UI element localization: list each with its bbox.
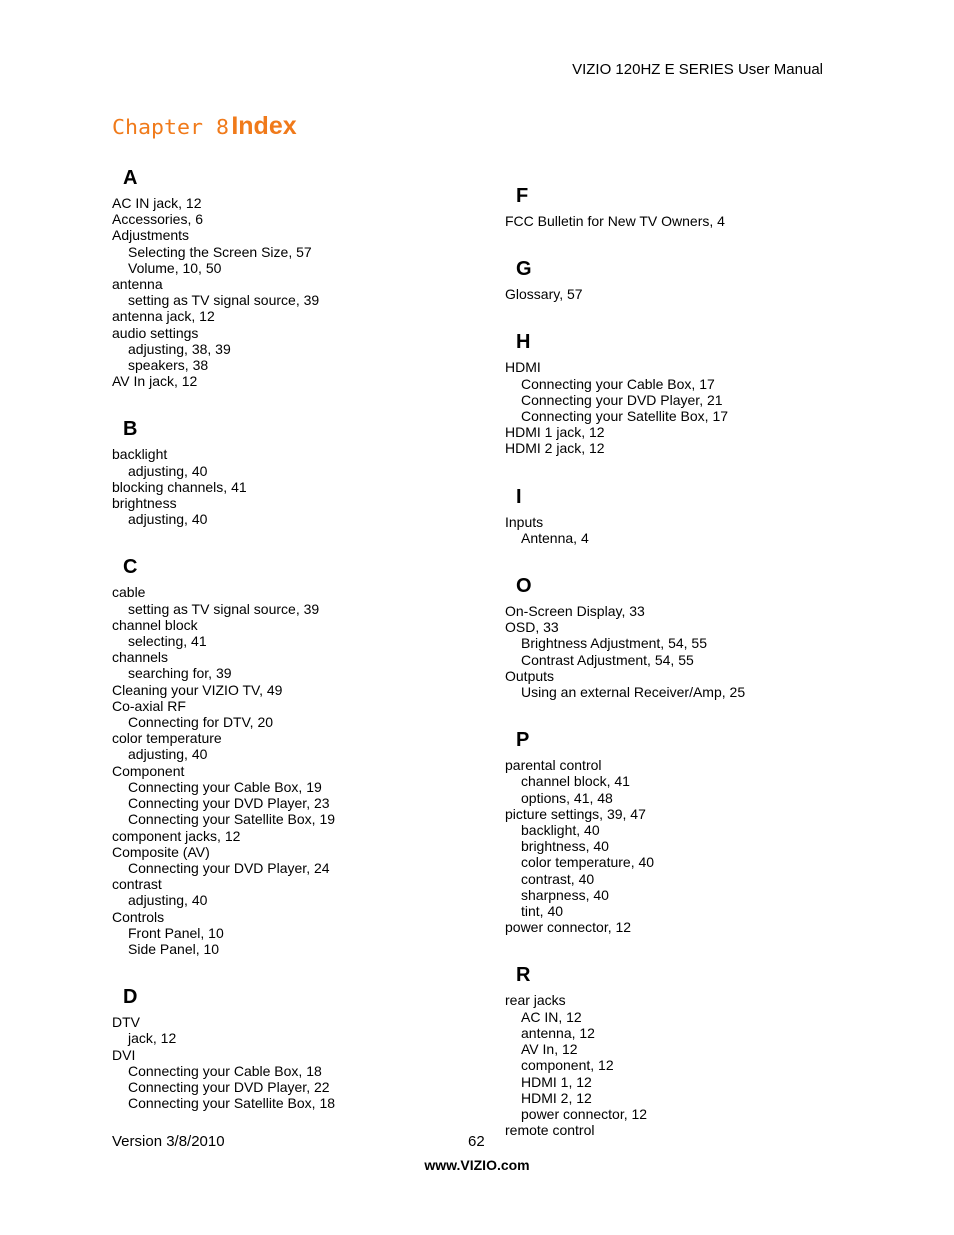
section-letter: B bbox=[123, 418, 138, 441]
index-subentry: Connecting your Cable Box, 18 bbox=[128, 1062, 322, 1079]
index-entry: DTV bbox=[112, 1014, 140, 1031]
index-subentry: color temperature, 40 bbox=[521, 854, 655, 871]
index-subentry: Connecting your DVD Player, 21 bbox=[521, 391, 723, 408]
index-entry: Controls bbox=[112, 908, 165, 925]
index-subentry: Connecting your Satellite Box, 19 bbox=[128, 811, 336, 828]
index-subentry: Connecting your DVD Player, 24 bbox=[128, 859, 330, 876]
index-section-d bbox=[112, 984, 492, 1111]
index-entry: Cleaning your VIZIO TV, 49 bbox=[112, 681, 283, 698]
index-entry: On-Screen Display, 33 bbox=[505, 603, 645, 620]
index-section-b bbox=[112, 416, 492, 527]
index-subentry: tint, 40 bbox=[521, 903, 564, 920]
index-entry: Glossary, 57 bbox=[505, 286, 583, 303]
index-section-i bbox=[505, 484, 885, 546]
section-letter: A bbox=[123, 167, 138, 189]
index-subentry: adjusting, 40 bbox=[128, 511, 208, 528]
index-subentry: adjusting, 40 bbox=[128, 462, 208, 479]
index-subentry: antenna, 12 bbox=[521, 1024, 595, 1041]
index-entry: Outputs bbox=[505, 667, 555, 684]
manual-title: VIZIO 120HZ E SERIES User Manual bbox=[572, 61, 823, 78]
index-column-right bbox=[505, 183, 885, 1138]
index-entry: rear jacks bbox=[505, 992, 566, 1009]
section-letter: R bbox=[516, 964, 531, 987]
index-section-f bbox=[505, 183, 885, 229]
index-subentry: brightness, 40 bbox=[521, 838, 609, 855]
index-subentry: Contrast Adjustment, 54, 55 bbox=[521, 651, 694, 668]
index-subentry: setting as TV signal source, 39 bbox=[128, 292, 320, 309]
index-entry: channel block bbox=[112, 616, 198, 633]
chapter-title: Index bbox=[231, 112, 297, 140]
section-letter: H bbox=[516, 331, 531, 354]
index-column-left bbox=[112, 165, 492, 1111]
index-subentry: Side Panel, 10 bbox=[128, 940, 220, 957]
footer-version: Version 3/8/2010 bbox=[112, 1133, 225, 1150]
index-entry: HDMI 1 jack, 12 bbox=[505, 424, 605, 441]
index-subentry: backlight, 40 bbox=[521, 822, 600, 839]
index-subentry: contrast, 40 bbox=[521, 870, 595, 887]
index-subentry: component, 12 bbox=[521, 1057, 614, 1074]
index-subentry: HDMI 2, 12 bbox=[521, 1089, 592, 1106]
index-subentry: speakers, 38 bbox=[128, 357, 209, 374]
index-section-p bbox=[505, 727, 885, 935]
index-entry: cable bbox=[112, 584, 146, 601]
section-letter: C bbox=[123, 556, 138, 579]
index-entry: Inputs bbox=[505, 513, 544, 530]
section-letter: D bbox=[123, 986, 138, 1009]
index-entry: blocking channels, 41 bbox=[112, 478, 247, 495]
index-section-h bbox=[505, 329, 885, 456]
index-subentry: HDMI 1, 12 bbox=[521, 1073, 592, 1090]
index-entry: component jacks, 12 bbox=[112, 827, 241, 844]
index-subentry: setting as TV signal source, 39 bbox=[128, 600, 320, 617]
footer-url: www.VIZIO.com bbox=[424, 1157, 530, 1173]
index-entry: power connector, 12 bbox=[505, 919, 632, 936]
index-section-o bbox=[505, 573, 885, 700]
index-subentry: power connector, 12 bbox=[521, 1105, 648, 1122]
index-section-r bbox=[505, 962, 885, 1138]
index-subentry: Connecting your Cable Box, 17 bbox=[521, 375, 715, 392]
index-subentry: Connecting your Cable Box, 19 bbox=[128, 778, 322, 795]
chapter-label: Chapter 8 bbox=[112, 115, 230, 139]
index-subentry: Connecting your DVD Player, 22 bbox=[128, 1078, 330, 1095]
index-entry: contrast bbox=[112, 876, 162, 893]
chapter-heading bbox=[112, 110, 297, 143]
index-subentry: adjusting, 38, 39 bbox=[128, 340, 231, 357]
index-subentry: Antenna, 4 bbox=[521, 529, 589, 546]
index-entry: color temperature bbox=[112, 730, 222, 747]
index-subentry: Connecting your DVD Player, 23 bbox=[128, 795, 330, 812]
index-subentry: Connecting for DTV, 20 bbox=[128, 714, 274, 731]
section-letter: G bbox=[516, 258, 532, 281]
index-subentry: Connecting your Satellite Box, 17 bbox=[521, 408, 729, 425]
section-letter: P bbox=[516, 729, 530, 752]
index-subentry: Brightness Adjustment, 54, 55 bbox=[521, 635, 707, 652]
index-subentry: channel block, 41 bbox=[521, 773, 630, 790]
index-section-c bbox=[112, 554, 492, 957]
index-entry: Accessories, 6 bbox=[112, 211, 204, 228]
index-entry: Co-axial RF bbox=[112, 697, 186, 714]
index-entry: audio settings bbox=[112, 324, 199, 341]
index-entry: brightness bbox=[112, 495, 177, 512]
index-entry: backlight bbox=[112, 446, 168, 463]
index-entry: HDMI bbox=[505, 359, 541, 376]
index-subentry: options, 41, 48 bbox=[521, 789, 613, 806]
index-entry: channels bbox=[112, 649, 169, 666]
index-subentry: AV In, 12 bbox=[521, 1041, 578, 1058]
index-entry: Adjustments bbox=[112, 227, 190, 244]
index-subentry: AC IN, 12 bbox=[521, 1008, 582, 1025]
index-entry: Composite (AV) bbox=[112, 843, 210, 860]
index-section-g bbox=[505, 256, 885, 302]
index-subentry: selecting, 41 bbox=[128, 633, 207, 650]
index-entry: AV In jack, 12 bbox=[112, 373, 198, 390]
section-letter: O bbox=[516, 575, 532, 598]
index-entry: antenna jack, 12 bbox=[112, 308, 215, 325]
index-subentry: searching for, 39 bbox=[128, 665, 232, 682]
index-subentry: adjusting, 40 bbox=[128, 746, 208, 763]
index-entry: antenna bbox=[112, 276, 163, 293]
index-entry: HDMI 2 jack, 12 bbox=[505, 440, 605, 457]
index-entry: parental control bbox=[505, 757, 602, 774]
index-subentry: adjusting, 40 bbox=[128, 892, 208, 909]
index-subentry: Selecting the Screen Size, 57 bbox=[128, 243, 312, 260]
index-subentry: Volume, 10, 50 bbox=[128, 259, 222, 276]
index-entry: OSD, 33 bbox=[505, 619, 559, 636]
index-entry: DVI bbox=[112, 1046, 136, 1063]
section-letter: F bbox=[516, 185, 529, 207]
index-subentry: Front Panel, 10 bbox=[128, 924, 224, 941]
index-entry: FCC Bulletin for New TV Owners, 4 bbox=[505, 213, 725, 229]
index-entry: AC IN jack, 12 bbox=[112, 195, 202, 211]
index-subentry: jack, 12 bbox=[128, 1030, 177, 1047]
index-subentry: Connecting your Satellite Box, 18 bbox=[128, 1095, 336, 1112]
index-entry: Component bbox=[112, 762, 185, 779]
section-letter: I bbox=[516, 485, 522, 508]
index-subentry: Using an external Receiver/Amp, 25 bbox=[521, 684, 746, 701]
index-entry: picture settings, 39, 47 bbox=[505, 805, 646, 822]
index-subentry: sharpness, 40 bbox=[521, 886, 609, 903]
index-section-a bbox=[112, 165, 492, 389]
index-entry: remote control bbox=[505, 1122, 595, 1139]
page-number: 62 bbox=[468, 1133, 485, 1150]
